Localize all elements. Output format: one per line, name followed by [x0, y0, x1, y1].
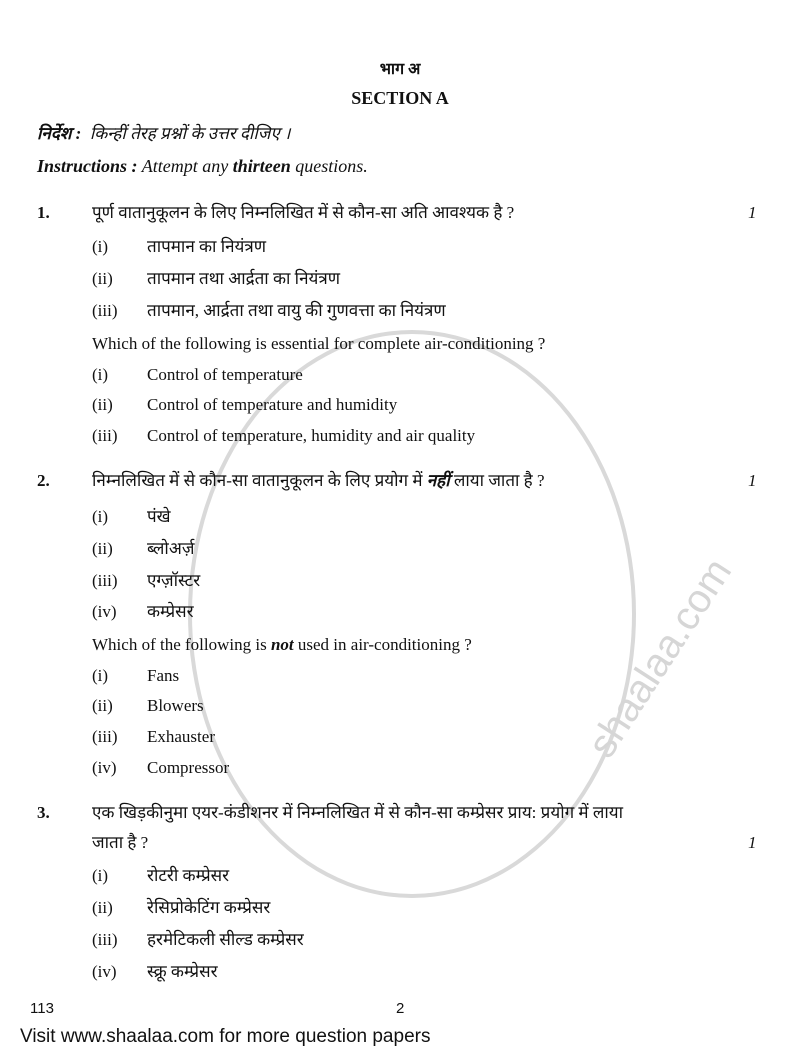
option-text-hindi: पंखे — [147, 507, 171, 526]
option-label: (ii) — [92, 269, 113, 288]
option-label: (iv) — [92, 758, 117, 777]
instructions-hindi-text: किन्हीं तेरह प्रश्नों के उत्तर दीजिए । — [89, 124, 291, 143]
question-marks: 1 — [748, 203, 757, 222]
instructions-count: thirteen — [232, 156, 291, 176]
emphasis: नहीं — [426, 471, 450, 490]
question-number: 2. — [37, 471, 50, 490]
option-label: (i) — [92, 507, 109, 526]
watermark-text: shaalaa.com — [579, 550, 741, 766]
option-label: (i) — [92, 237, 109, 256]
instructions-hindi — [37, 124, 290, 144]
option-text-hindi: रेसिप्रोकेटिंग कम्प्रेसर — [147, 898, 271, 917]
section-title-hindi: भाग अ — [379, 61, 421, 78]
option-text: Fans — [147, 666, 180, 685]
option-label: (iv) — [92, 962, 117, 981]
instructions-text-end: questions. — [295, 156, 368, 176]
question-marks: 1 — [748, 471, 757, 490]
option-text: Exhauster — [147, 727, 215, 746]
section-title: SECTION A — [351, 88, 449, 108]
option-text-hindi: ब्लोअर्ज़ — [147, 539, 195, 558]
option-label: (ii) — [92, 898, 113, 917]
question-number: 1. — [37, 203, 50, 222]
option-label: (ii) — [92, 539, 113, 558]
instructions-english — [37, 156, 368, 176]
option-label: (iii) — [92, 571, 118, 590]
question-text-hindi: एक खिड़कीनुमा एयर-कंडीशनर में निम्नलिखित में से कौन-सा कम्प्रेसर प्राय: प्रयोग में लाया — [92, 803, 624, 822]
instructions-hindi-label: निर्देश : — [37, 124, 82, 143]
option-text-hindi: रोटरी कम्प्रेसर — [147, 866, 230, 885]
instructions-label: Instructions : — [37, 156, 138, 176]
footer-link[interactable]: Visit www.shaalaa.com for more question papers — [20, 1026, 431, 1047]
question-text-hindi: पूर्ण वातानुकूलन के लिए निम्नलिखित में से कौन-सा अति आवश्यक है ? — [92, 203, 515, 222]
option-text-hindi: हरमेटिकली सील्ड कम्प्रेसर — [147, 930, 304, 949]
question-text-english: Which of the following is not used in air-conditioning ? — [92, 635, 472, 654]
option-label: (iii) — [92, 727, 118, 746]
option-label: (iii) — [92, 930, 118, 949]
question-marks: 1 — [748, 833, 757, 852]
option-text-hindi: कम्प्रेसर — [147, 602, 194, 621]
option-label: (ii) — [92, 395, 113, 414]
question-number: 3. — [37, 803, 50, 822]
option-label: (i) — [92, 866, 109, 885]
option-label: (ii) — [92, 696, 113, 715]
paper-code: 113 — [30, 1000, 54, 1017]
option-text-hindi: एग्ज़ॉस्टर — [147, 571, 201, 590]
question-text-english: Which of the following is essential for complete air-conditioning ? — [92, 334, 546, 353]
option-text-hindi: तापमान, आर्द्रता तथा वायु की गुणवत्ता का नियंत्रण — [147, 301, 446, 320]
page-number: 2 — [396, 1000, 405, 1017]
option-label: (iii) — [92, 426, 118, 445]
option-text-hindi: स्क्रू कम्प्रेसर — [147, 962, 218, 981]
emphasis: not — [270, 635, 294, 654]
question-text-hindi: निम्नलिखित में से कौन-सा वातानुकूलन के लिए प्रयोग में नहीं लाया जाता है ? — [92, 471, 545, 490]
option-text: Control of temperature — [147, 365, 303, 384]
option-text: Blowers — [147, 696, 204, 715]
option-label: (i) — [92, 365, 109, 384]
option-text: Control of temperature and humidity — [147, 395, 398, 414]
option-text: Compressor — [147, 758, 230, 777]
option-label: (iii) — [92, 301, 118, 320]
question-text-hindi: जाता है ? — [92, 833, 149, 852]
option-text-hindi: तापमान का नियंत्रण — [147, 237, 267, 256]
option-label: (i) — [92, 666, 109, 685]
option-text: Control of temperature, humidity and air quality — [147, 426, 476, 445]
option-label: (iv) — [92, 602, 117, 621]
instructions-text: Attempt any — [141, 156, 229, 176]
option-text-hindi: तापमान तथा आर्द्रता का नियंत्रण — [147, 269, 341, 288]
